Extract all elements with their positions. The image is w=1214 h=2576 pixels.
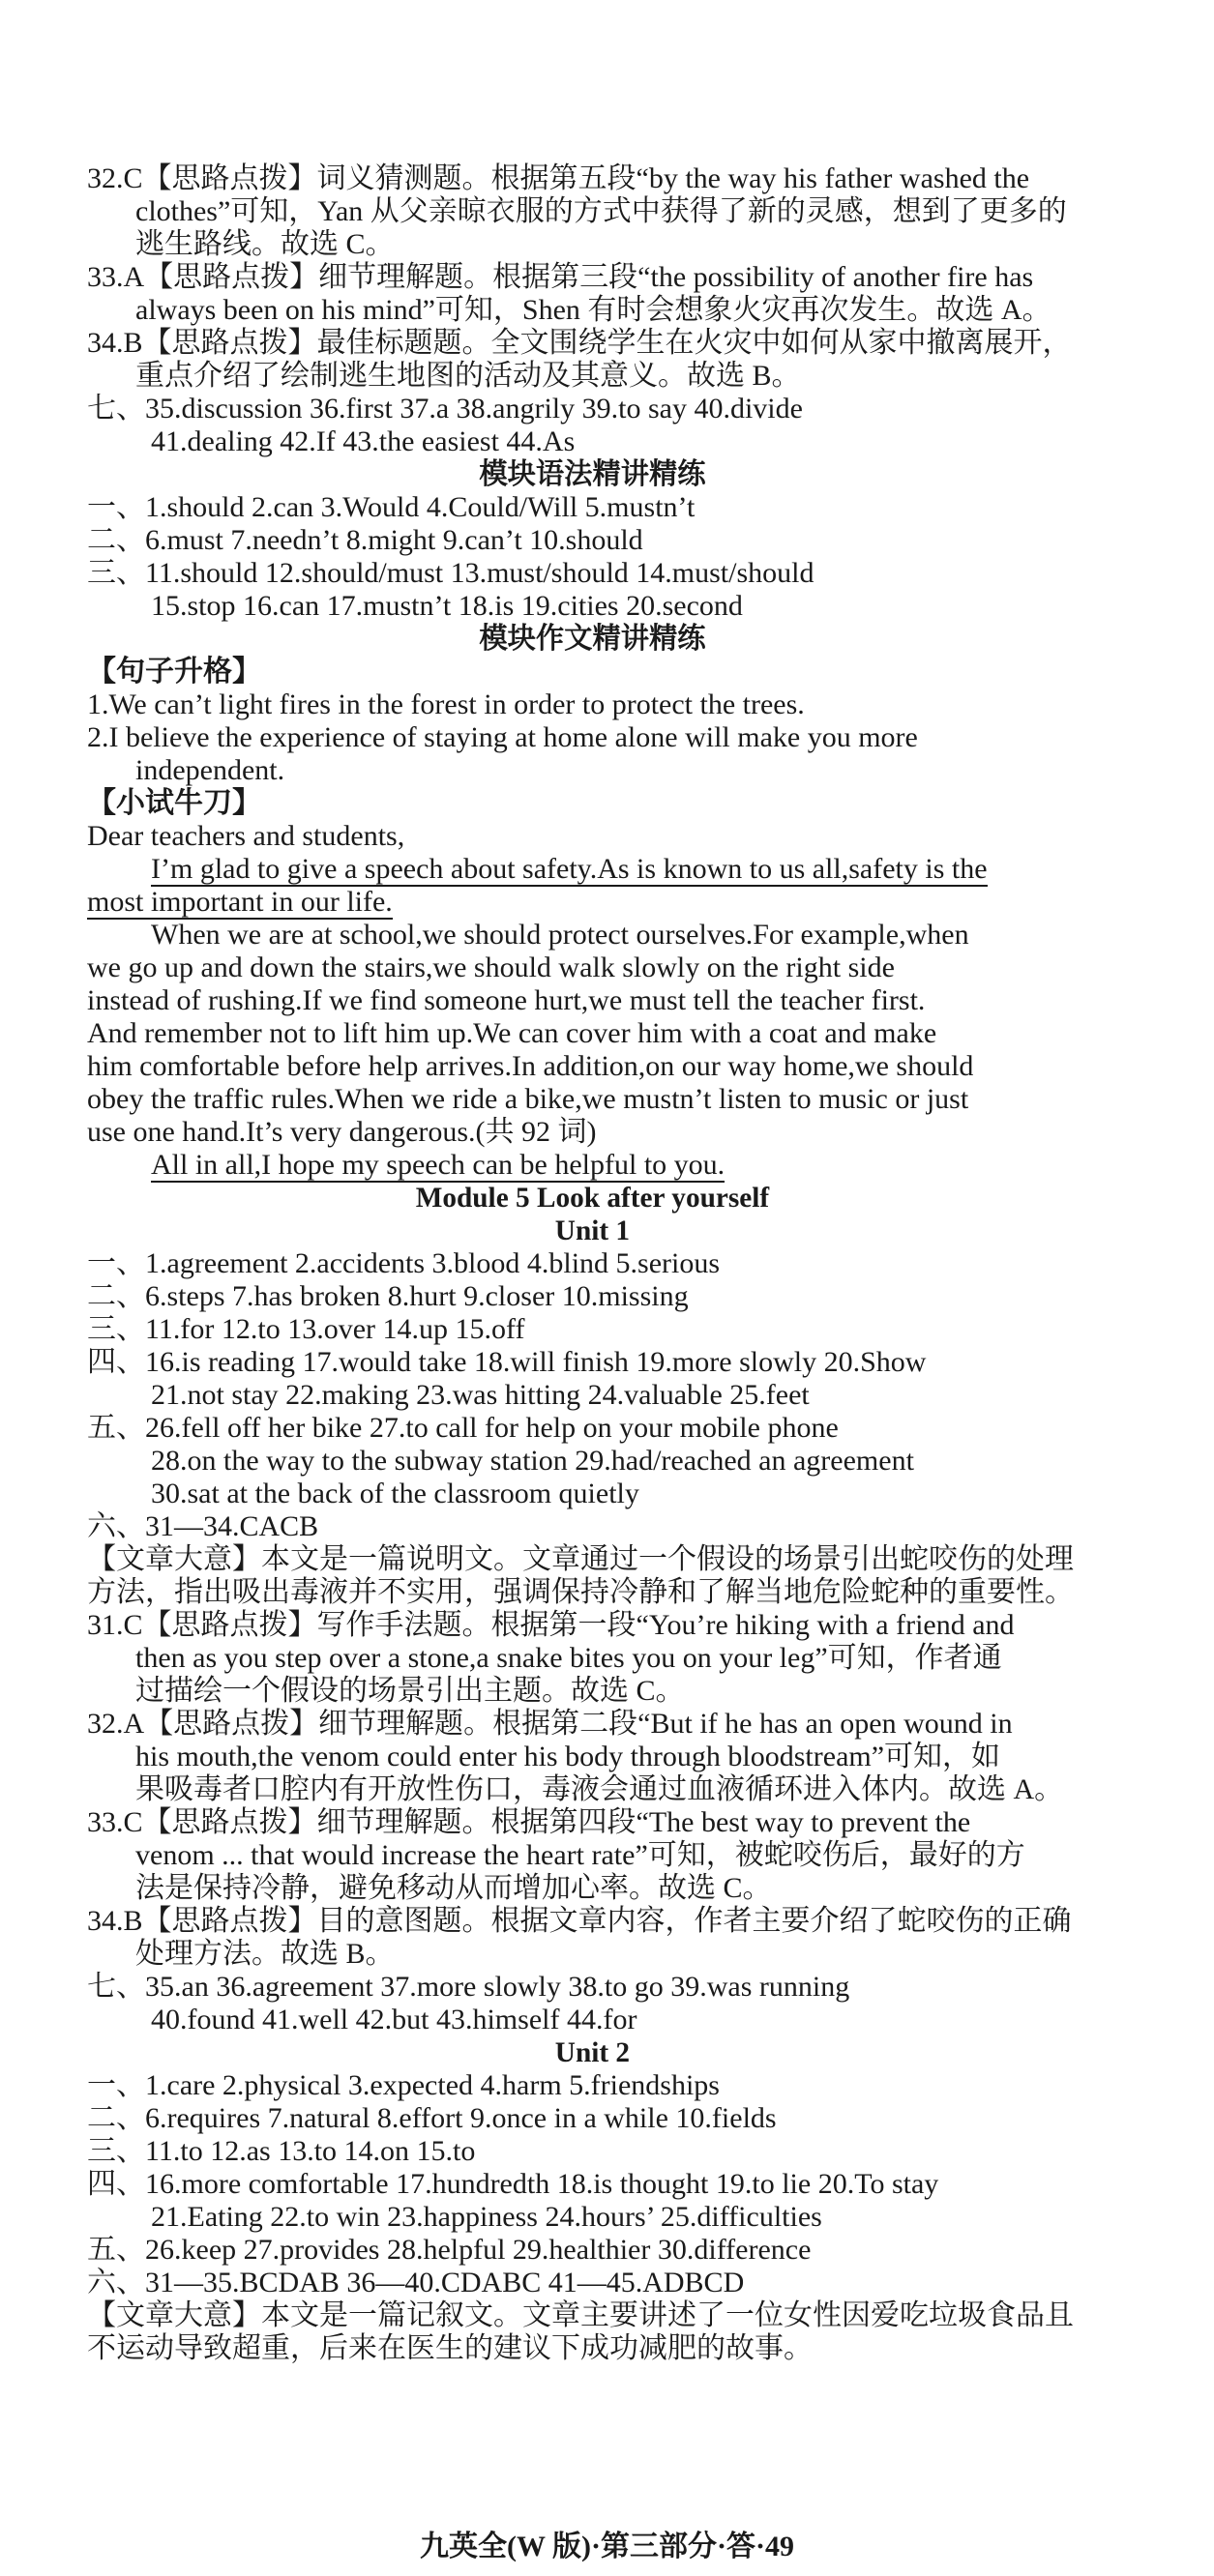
text-line: 41.dealing 42.If 43.the easiest 44.As: [151, 425, 576, 457]
text-line: 【文章大意】本文是一篇记叙文。文章主要讲述了一位女性因爱吃垃圾食品且: [87, 2299, 1074, 2331]
text-line: 七、35.discussion 36.first 37.a 38.angrily 39.to say 40.divide: [87, 393, 803, 424]
text-line: 七、35.an 36.agreement 37.more slowly 38.to go 39.was running: [87, 1971, 850, 2003]
text-line: 法是保持冷静，避免移动从而增加心率。故选 C。: [135, 1872, 772, 1904]
section-heading: 模块作文精讲精练: [479, 623, 706, 655]
text-line: 五、26.keep 27.provides 28.helpful 29.healthier 30.difference: [87, 2234, 812, 2266]
text-line: 重点介绍了绘制逃生地图的活动及其意义。故选 B。: [135, 360, 801, 392]
text-line: 33.C【思路点拨】细节理解题。根据第四段“The best way to prevent the: [87, 1806, 971, 1838]
text-line: 【文章大意】本文是一篇说明文。文章通过一个假设的场景引出蛇咬伤的处理: [87, 1543, 1074, 1575]
text-line: 果吸毒者口腔内有开放性伤口，毒液会通过血液循环进入体内。故选 A。: [135, 1773, 1064, 1805]
text-line: 六、31—35.BCDAB 36—40.CDABC 41—45.ADBCD: [87, 2267, 745, 2298]
text-line: then as you step over a stone,a snake bites you on your leg”可知，作者通: [135, 1642, 1002, 1674]
subsection-label: 【小试牛刀】: [87, 787, 261, 819]
text-line: always been on his mind”可知，Shen 有时会想象火灾再次发生。故选 A。: [135, 294, 1051, 326]
subsection-label: 【句子升格】: [87, 656, 261, 688]
text-line: 34.B【思路点拨】最佳标题题。全文围绕学生在火灾中如何从家中撤离展开，: [87, 327, 1072, 359]
text-line: 四、16.more comfortable 17.hundredth 18.is thought 19.to lie 20.To stay: [87, 2168, 939, 2200]
text-line: 一、1.agreement 2.accidents 3.blood 4.blind 5.serious: [87, 1247, 721, 1279]
text-line: 二、6.requires 7.natural 8.effort 9.once in a while 10.fields: [87, 2102, 777, 2134]
page-footer: 九英全(W 版)·第三部分·答·49: [420, 2531, 794, 2562]
essay-line: Dear teachers and students,: [87, 820, 405, 852]
essay-line-underlined: most important in our life.: [87, 886, 393, 918]
section-heading: 模块语法精讲精练: [479, 458, 706, 490]
text-line: 一、1.should 2.can 3.Would 4.Could/Will 5.mustn’t: [87, 491, 696, 523]
text-line: 31.C【思路点拨】写作手法题。根据第一段“You’re hiking with a friend and: [87, 1609, 1015, 1641]
text-line: 21.not stay 22.making 23.was hitting 24.valuable 25.feet: [151, 1379, 810, 1411]
text-line: 1.We can’t light fires in the forest in order to protect the trees.: [87, 688, 805, 720]
text-line: 15.stop 16.can 17.mustn’t 18.is 19.cities 20.second: [151, 590, 743, 622]
essay-line: When we are at school,we should protect ourselves.For example,when: [151, 919, 969, 951]
unit-title: Unit 2: [554, 2036, 631, 2068]
text-line: 处理方法。故选 B。: [135, 1938, 395, 1970]
text-line: 33.A【思路点拨】细节理解题。根据第三段“the possibility of another fire has: [87, 261, 1034, 293]
text-line: 三、11.to 12.as 13.to 14.on 15.to: [87, 2135, 476, 2167]
essay-line: we go up and down the stairs,we should walk slowly on the right side: [87, 951, 895, 983]
text-line: venom ... that would increase the heart rate”可知，被蛇咬伤后，最好的方: [135, 1839, 1025, 1871]
text-line: 方法，指出吸出毒液并不实用，强调保持冷静和了解当地危险蛇种的重要性。: [87, 1576, 1074, 1608]
text-line: 40.found 41.well 42.but 43.himself 44.for: [151, 2004, 637, 2035]
text-line: 28.on the way to the subway station 29.had/reached an agreement: [151, 1445, 914, 1477]
essay-line: use one hand.It’s very dangerous.(共 92 词): [87, 1116, 597, 1148]
module-title: Module 5 Look after yourself: [415, 1182, 770, 1214]
text-line: his mouth,the venom could enter his body through bloodstream”可知，如: [135, 1741, 1001, 1772]
essay-line-underlined: I’m glad to give a speech about safety.As is known to us all,safety is the: [151, 853, 988, 885]
text-line: 五、26.fell off her bike 27.to call for help on your mobile phone: [87, 1412, 839, 1444]
text-line: 30.sat at the back of the classroom quietly: [151, 1478, 639, 1509]
text-line: 二、6.steps 7.has broken 8.hurt 9.closer 10.missing: [87, 1280, 689, 1312]
essay-line: And remember not to lift him up.We can cover him with a coat and make: [87, 1017, 937, 1049]
text-line: 2.I believe the experience of staying at home alone will make you more: [87, 721, 918, 753]
essay-line: obey the traffic rules.When we ride a bike,we mustn’t listen to music or just: [87, 1083, 969, 1115]
text-line: 21.Eating 22.to win 23.happiness 24.hours’ 25.difficulties: [151, 2201, 822, 2233]
text-line: 32.C【思路点拨】词义猜测题。根据第五段“by the way his father washed the: [87, 162, 1030, 194]
text-line: 过描绘一个假设的场景引出主题。故选 C。: [135, 1675, 685, 1707]
text-line: 六、31—34.CACB: [87, 1510, 319, 1542]
text-line: 二、6.must 7.needn’t 8.might 9.can’t 10.should: [87, 524, 643, 556]
essay-line: him comfortable before help arrives.In addition,on our way home,we should: [87, 1050, 974, 1082]
text-line: 逃生路线。故选 C。: [135, 228, 395, 260]
essay-line: instead of rushing.If we find someone hurt,we must tell the teacher first.: [87, 984, 926, 1016]
text-line: 三、11.should 12.should/must 13.must/should 14.must/should: [87, 557, 814, 589]
text-line: 不运动导致超重，后来在医生的建议下成功减肥的故事。: [87, 2332, 813, 2364]
text-line: 34.B【思路点拨】目的意图题。根据文章内容，作者主要介绍了蛇咬伤的正确: [87, 1905, 1072, 1937]
text-line: independent.: [135, 754, 285, 786]
text-line: 三、11.for 12.to 13.over 14.up 15.off: [87, 1313, 525, 1345]
text-line: 四、16.is reading 17.would take 18.will finish 19.more slowly 20.Show: [87, 1346, 927, 1378]
text-line: 32.A【思路点拨】细节理解题。根据第二段“But if he has an open wound in: [87, 1708, 1013, 1740]
text-line: clothes”可知，Yan 从父亲晾衣服的方式中获得了新的灵感，想到了更多的: [135, 195, 1067, 227]
unit-title: Unit 1: [554, 1215, 631, 1246]
text-line: 一、1.care 2.physical 3.expected 4.harm 5.friendships: [87, 2069, 720, 2101]
essay-line-underlined: All in all,I hope my speech can be helpful to you.: [151, 1149, 725, 1181]
